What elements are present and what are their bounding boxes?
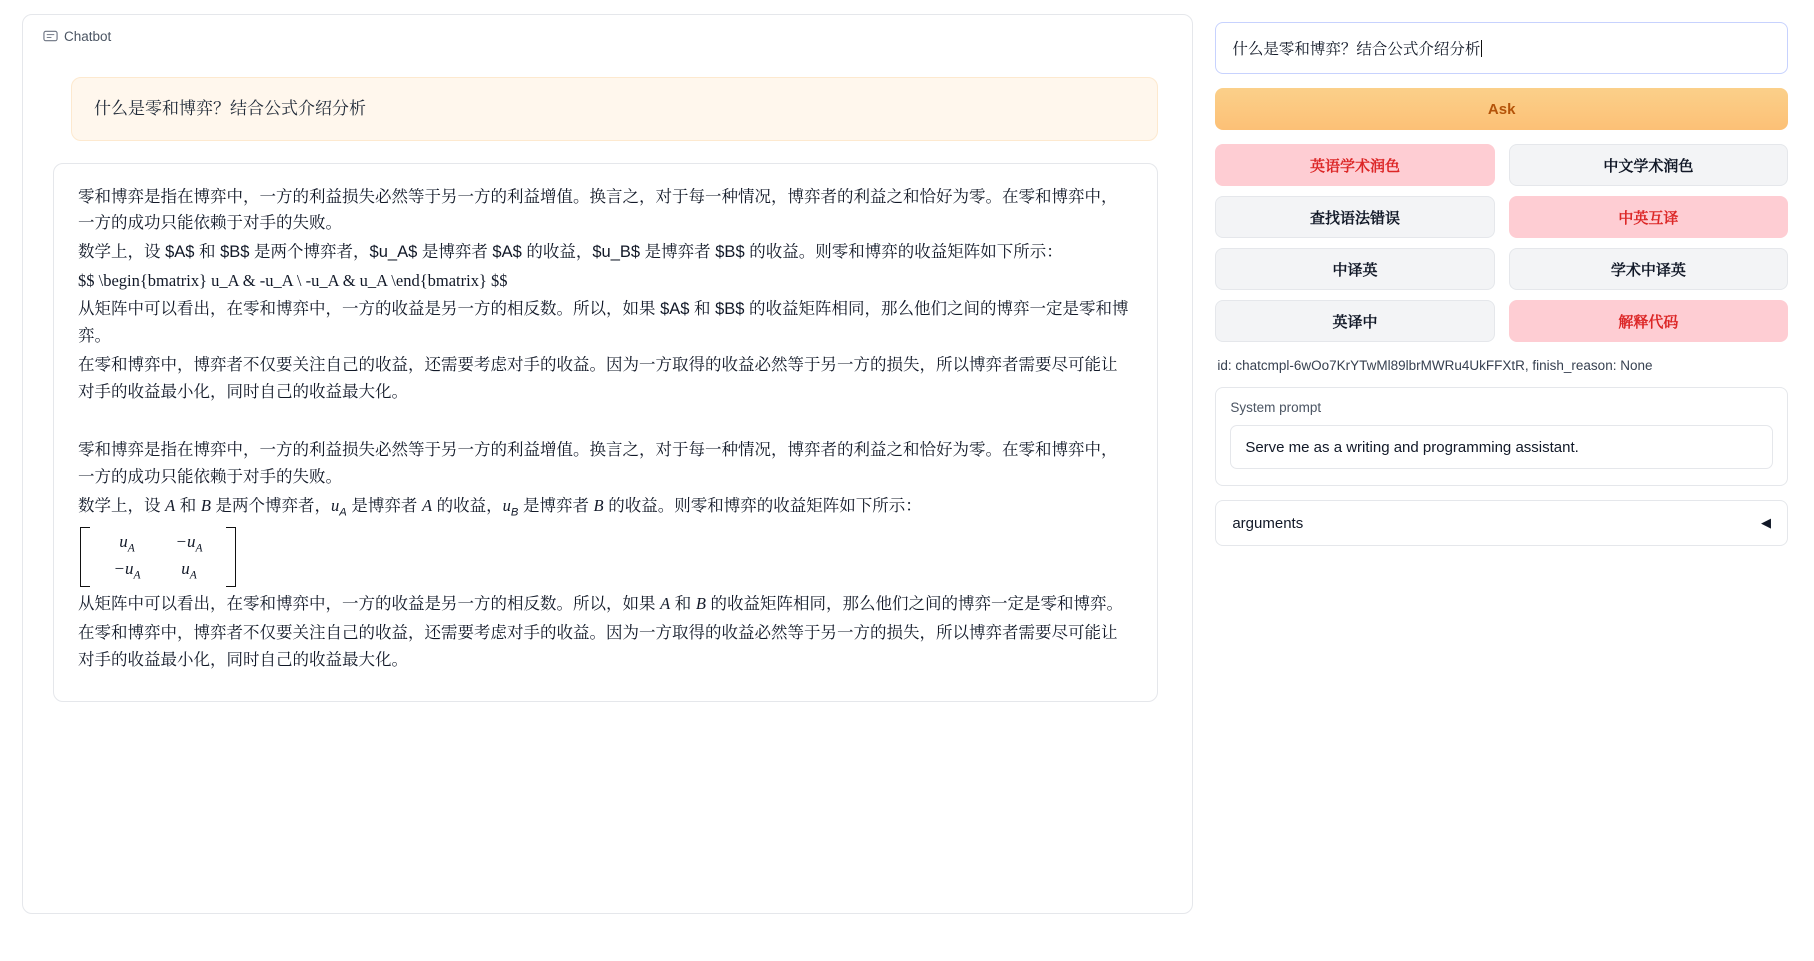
bot-raw-p4: 从矩阵中可以看出，在零和博弈中，一方的收益是另一方的相反数。所以，如果 $A$ 和 $B$ 的收益矩阵相同，那么他们之间的博弈一定是零和博弈。: [78, 300, 1129, 346]
p2-seg-e: 的收益，: [432, 496, 503, 515]
p4-var-A: A: [660, 594, 671, 614]
bot-raw-p1: 零和博弈是指在博弈中，一方的利益损失必然等于另一方的利益增值。换言之，对于每一种情况，博弈者的利益之和恰好为零。在零和博弈中，一方的成功只能依赖于对手的失败。: [78, 187, 1118, 233]
system-prompt-input[interactable]: [1230, 425, 1773, 469]
system-prompt-card: [1215, 387, 1788, 486]
p2-seg-b: 和: [175, 496, 201, 515]
p2-seg-d: 是博弈者: [346, 496, 422, 515]
function-button-explain-code[interactable]: 解释代码: [1509, 300, 1788, 342]
response-meta: id: chatcmpl-6wOo7KrYTwMl89lbrMWRu4UkFFXtR, finish_reason: None: [1217, 358, 1653, 373]
p2-var-B: B: [200, 495, 211, 515]
p2-var-uA-sub: A: [339, 505, 347, 518]
p4-seg-b: 和: [670, 595, 696, 614]
system-prompt-title: System prompt: [1230, 400, 1322, 415]
function-button-zh-to-en[interactable]: 中译英: [1215, 248, 1494, 290]
p2-var-B2: B: [593, 495, 604, 515]
matrix-cells: [90, 527, 226, 587]
p2-seg-g: 的收益。则零和博弈的收益矩阵如下所示：: [603, 496, 922, 515]
prompt-input-value: 什么是零和博弈？结合公式介绍分析: [1232, 41, 1481, 58]
p2-var-uB-sub: B: [510, 505, 519, 518]
control-column: [1215, 14, 1788, 961]
matrix-cell-0-1: $-u_A$: [175, 532, 203, 555]
bot-rendered-p5: 在零和博弈中，博弈者不仅要关注自己的收益，还需要考虑对手的收益。因为一方取得的收益必然等于另一方的损失，所以博弈者需要尽可能让对手的收益最小化，同时自己的收益最大化。: [78, 623, 1118, 669]
function-button-chinese-polish[interactable]: 中文学术润色: [1509, 144, 1788, 186]
function-button-english-polish[interactable]: 英语学术润色: [1215, 144, 1494, 186]
bot-rendered-p1: 零和博弈是指在博弈中，一方的利益损失必然等于另一方的利益增值。换言之，对于每一种情况，博弈者的利益之和恰好为零。在零和博弈中，一方的成功只能依赖于对手的失败。: [78, 441, 1118, 486]
user-message-text: 什么是零和博弈？结合公式介绍分析: [94, 99, 366, 118]
matrix-cell-1-1: $u_A$: [181, 559, 197, 582]
payoff-matrix: [80, 527, 1133, 587]
function-button-grammar-check[interactable]: 查找语法错误: [1215, 196, 1494, 238]
bot-raw-p2: 数学上，设 $A$ 和 $B$ 是两个博弈者，$u_A$ 是博弈者 $A$ 的收益，$u_B$ 是博弈者 $B$ 的收益。则零和博弈的收益矩阵如下所示：: [78, 242, 1063, 261]
prompt-input[interactable]: [1215, 22, 1788, 74]
matrix-bracket-left: [80, 527, 90, 587]
arguments-accordion[interactable]: [1215, 500, 1788, 546]
chatbot-label: [39, 27, 113, 46]
matrix-cell-1-0: $-u_A$: [113, 559, 141, 582]
system-prompt-value: Serve me as a writing and programming assistant.: [1245, 438, 1579, 456]
matrix-cell-0-0: $u_A$: [119, 532, 135, 555]
p2-var-uB: u: [502, 495, 511, 515]
function-button-academic-zh-to-en[interactable]: 学术中译英: [1509, 248, 1788, 290]
p4-var-B: B: [695, 594, 706, 614]
function-button-en-to-zh[interactable]: 英译中: [1215, 300, 1494, 342]
chat-icon: [43, 29, 58, 44]
bot-rendered-p4: [78, 591, 1133, 618]
chatbot-label-text: Chatbot: [64, 29, 112, 44]
chatbot-panel: [22, 14, 1193, 914]
p2-var-uA: u: [331, 495, 340, 515]
bot-raw-p5: 在零和博弈中，博弈者不仅要关注自己的收益，还需要考虑对手的收益。因为一方取得的收益必然等于另一方的损失，所以博弈者需要尽可能让对手的收益最小化，同时自己的收益最大化。: [78, 355, 1118, 401]
p2-seg-a: 数学上，设: [78, 496, 166, 515]
function-button-zh-en-mutual[interactable]: 中英互译: [1509, 196, 1788, 238]
text-caret: [1481, 40, 1482, 57]
p2-var-A2: A: [421, 495, 433, 515]
matrix-bracket-right: [226, 527, 236, 587]
bot-rendered-p2: [78, 493, 1133, 521]
bot-message-bubble: [53, 163, 1158, 703]
p2-seg-c: 是两个博弈者，: [210, 496, 332, 515]
chat-message-list[interactable]: [35, 63, 1180, 901]
ask-button[interactable]: Ask: [1215, 88, 1788, 130]
p2-var-A: A: [165, 495, 176, 515]
chevron-left-icon: ◀: [1761, 515, 1771, 530]
arguments-accordion-label: arguments: [1232, 514, 1304, 532]
p4-seg-c: 的收益矩阵相同，那么他们之间的博弈一定是零和博弈。: [705, 595, 1124, 614]
function-button-grid: [1215, 144, 1788, 342]
message-spacer: [78, 407, 1133, 437]
user-message-bubble: [71, 77, 1158, 141]
bot-raw-formula: $$ \begin{bmatrix} u_A & -u_A \ -u_A & u_A \end{bmatrix} $$: [78, 270, 508, 290]
p4-seg-a: 从矩阵中可以看出，在零和博弈中，一方的收益是另一方的相反数。所以，如果: [78, 595, 661, 614]
p2-seg-f: 是博弈者: [518, 496, 594, 515]
